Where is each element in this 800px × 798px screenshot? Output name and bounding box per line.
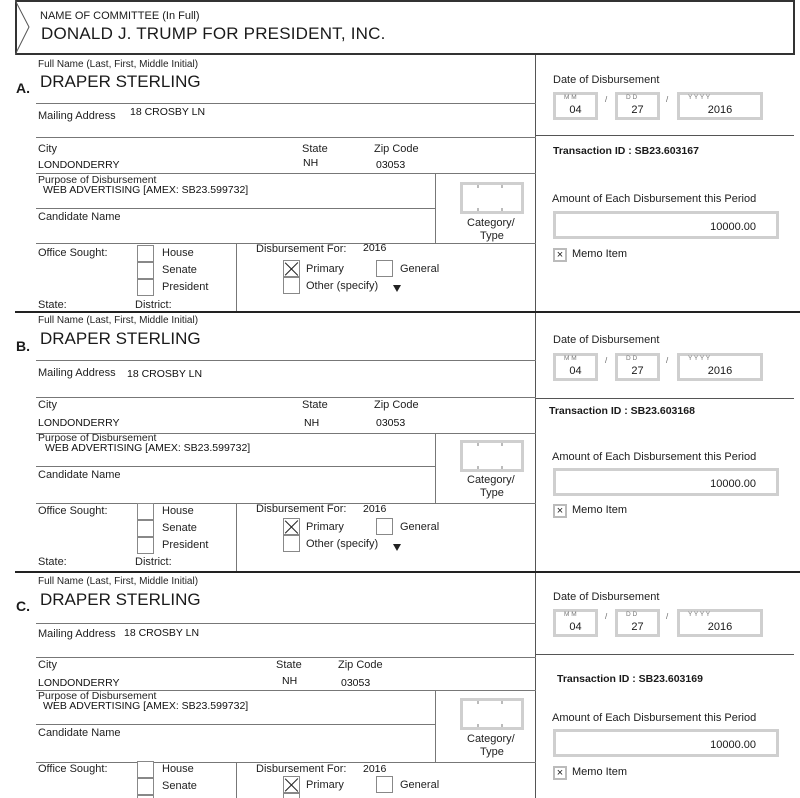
amount-field[interactable] (553, 468, 779, 496)
amount-value: 10000.00 (710, 221, 756, 233)
president-checkbox[interactable] (137, 279, 154, 296)
primary-checkbox[interactable] (283, 260, 300, 277)
full-name-label: Full Name (Last, First, Middle Initial) (38, 315, 199, 326)
state-footer-label: State: (38, 299, 67, 311)
house-label: House (162, 763, 194, 775)
date-label: Date of Disbursement (553, 591, 660, 603)
primary-label: Primary (306, 779, 344, 791)
full-name-label: Full Name (Last, First, Middle Initial) (38, 59, 199, 70)
house-checkbox[interactable] (137, 503, 154, 520)
senate-checkbox[interactable] (137, 262, 154, 279)
date-day-box[interactable]: D D 27 (615, 353, 660, 381)
state-footer-label: State: (38, 556, 67, 568)
committee-label: NAME OF COMMITTEE (In Full) (40, 10, 200, 22)
chevron-right-icon (15, 0, 31, 55)
full-name-label: Full Name (Last, First, Middle Initial) (38, 576, 199, 587)
primary-checkbox[interactable] (283, 518, 300, 535)
district-label: District: (135, 556, 172, 568)
triangle-down-icon (393, 544, 401, 551)
other-label: Other (specify) (306, 538, 379, 550)
divider (36, 623, 536, 624)
full-name-value[interactable]: DRAPER STERLING (40, 72, 201, 91)
president-checkbox[interactable] (137, 537, 154, 554)
category-type-box[interactable] (460, 440, 524, 472)
amount-label: Amount of Each Disbursement this Period (552, 712, 757, 724)
category-type-label-2: Type (480, 230, 504, 242)
mailing-address-value[interactable]: 18 CROSBY LN (127, 368, 203, 380)
category-type-label-2: Type (480, 487, 504, 499)
committee-name[interactable]: DONALD J. TRUMP FOR PRESIDENT, INC. (41, 24, 386, 43)
entry-letter: B. (16, 338, 30, 354)
memo-item-checkbox[interactable]: × (553, 504, 567, 518)
purpose-value[interactable]: WEB ADVERTISING [AMEX: SB23.599732] (43, 700, 249, 712)
amount-value: 10000.00 (710, 739, 756, 751)
date-day-box[interactable]: D D 27 (615, 92, 660, 120)
city-label: City (38, 399, 57, 411)
mailing-address-label: Mailing Address (38, 628, 116, 640)
president-label: President (162, 539, 209, 551)
general-label: General (400, 263, 440, 275)
column-divider (535, 55, 536, 313)
date-year-value: 2016 (707, 621, 733, 633)
date-month-box[interactable]: M M 04 (553, 92, 598, 120)
office-sought-label: Office Sought: (38, 247, 108, 259)
general-label: General (400, 779, 440, 791)
general-checkbox[interactable] (376, 260, 393, 277)
entry-letter: C. (16, 598, 30, 614)
category-type-box[interactable] (460, 182, 524, 214)
divider (236, 762, 237, 798)
city-label: City (38, 659, 57, 671)
divider (36, 360, 536, 361)
state-label: State (302, 399, 328, 411)
disbursement-entry-c: Full Name (Last, First, Middle Initial) C. DRAPER STERLING Mailing Address 18 CROSBY LN City State Zip Code LONDONDERRY NH 03053 Purpose of Disbursement WEB ADVERTISING [AMEX: SB23.599732] Candidate Name Category/ Type Office Sought: House Senate Disbursement For: 2016 Primary General Date of Disbursement M M 04 / D D 27 / Y Y Y Y 2016 Transaction ID : SB23.603169 Amount of Each Disbursement this Period 10000.00 × Memo Item (0, 573, 800, 798)
date-year-box[interactable]: Y Y Y Y 2016 (677, 609, 763, 637)
divider (36, 208, 436, 209)
transaction-id: Transaction ID : SB23.603168 (549, 405, 695, 417)
president-label: President (162, 281, 209, 293)
column-divider (535, 313, 536, 573)
divider (536, 654, 794, 655)
mailing-address-label: Mailing Address (38, 110, 116, 122)
disbursement-for-label: Disbursement For: (256, 763, 347, 775)
date-month-value: 04 (569, 621, 582, 633)
committee-header (15, 0, 795, 55)
date-day-value: 27 (631, 621, 644, 633)
candidate-name-label: Candidate Name (38, 727, 121, 739)
memo-item-checkbox[interactable]: × (553, 248, 567, 262)
divider (236, 503, 237, 573)
zip-value[interactable]: 03053 (341, 677, 371, 689)
date-year-box[interactable]: Y Y Y Y 2016 (677, 353, 763, 381)
column-divider (535, 573, 536, 798)
mailing-address-value[interactable]: 18 CROSBY LN (130, 106, 206, 118)
district-label: District: (135, 299, 172, 311)
city-label: City (38, 143, 57, 155)
date-label: Date of Disbursement (553, 334, 660, 346)
date-month-value: 04 (569, 104, 582, 116)
divider (36, 657, 536, 658)
divider (536, 135, 794, 136)
divider (36, 724, 436, 725)
disbursement-for-year[interactable]: 2016 (363, 503, 387, 515)
house-checkbox[interactable] (137, 245, 154, 262)
date-day-value: 27 (631, 365, 644, 377)
primary-label: Primary (306, 521, 344, 533)
senate-checkbox[interactable] (137, 778, 154, 795)
purpose-value[interactable]: WEB ADVERTISING [AMEX: SB23.599732] (45, 442, 251, 454)
entry-letter: A. (16, 80, 30, 96)
state-value[interactable]: NH (304, 417, 320, 429)
disbursement-for-year[interactable]: 2016 (363, 763, 387, 775)
purpose-value[interactable]: WEB ADVERTISING [AMEX: SB23.599732] (43, 184, 249, 196)
memo-item-label: Memo Item (572, 766, 628, 778)
other-checkbox[interactable] (283, 277, 300, 294)
divider (435, 173, 436, 243)
full-name-value[interactable]: DRAPER STERLING (40, 590, 201, 609)
amount-field[interactable] (553, 211, 779, 239)
date-year-value: 2016 (707, 104, 733, 116)
date-month-box[interactable]: M M 04 (553, 353, 598, 381)
disbursement-for-year[interactable]: 2016 (363, 242, 387, 254)
city-value[interactable]: LONDONDERRY (38, 677, 120, 689)
primary-label: Primary (306, 263, 344, 275)
memo-item-label: Memo Item (572, 504, 628, 516)
divider (36, 466, 436, 467)
purpose-label: Purpose of Disbursement (38, 432, 157, 444)
zip-value[interactable]: 03053 (376, 159, 406, 171)
city-value[interactable]: LONDONDERRY (38, 159, 120, 171)
full-name-value[interactable]: DRAPER STERLING (40, 329, 201, 348)
disbursement-for-label: Disbursement For: (256, 503, 347, 515)
date-month-box[interactable]: M M 04 (553, 609, 598, 637)
memo-item-label: Memo Item (572, 248, 628, 260)
house-checkbox[interactable] (137, 761, 154, 778)
divider (435, 433, 436, 503)
amount-value: 10000.00 (710, 478, 756, 490)
mailing-address-value[interactable]: 18 CROSBY LN (124, 627, 200, 639)
zip-label: Zip Code (338, 659, 383, 671)
other-label: Other (specify) (306, 280, 379, 292)
divider (36, 103, 536, 104)
divider (36, 397, 536, 398)
category-type-label-1: Category/ (467, 733, 515, 745)
triangle-down-icon (393, 285, 401, 292)
office-sought-label: Office Sought: (38, 505, 108, 517)
senate-checkbox[interactable] (137, 520, 154, 537)
amount-label: Amount of Each Disbursement this Period (552, 451, 757, 463)
other-checkbox[interactable] (283, 793, 300, 798)
zip-value[interactable]: 03053 (376, 417, 406, 429)
zip-label: Zip Code (374, 399, 419, 411)
candidate-name-label: Candidate Name (38, 469, 121, 481)
category-type-label-2: Type (480, 746, 504, 758)
category-type-box[interactable] (460, 698, 524, 730)
disbursement-entry-b: Full Name (Last, First, Middle Initial) B. DRAPER STERLING Mailing Address 18 CROSBY LN City State Zip Code LONDONDERRY NH 03053 Purpose of Disbursement WEB ADVERTISING [AMEX: SB23.599732] Candidate Name Category/ Type Office Sought: House Senate President State: District: Disbursement For: 2016 Primary General Other (specify) Date of Disbursement M M 04 / D D 27 / Y Y Y Y 2016 Transaction ID : SB23.603168 Amount of Each Disbursement this Period 10000.00 × Memo Item (0, 313, 800, 573)
date-label: Date of Disbursement (553, 74, 660, 86)
mailing-address-label: Mailing Address (38, 367, 116, 379)
senate-label: Senate (162, 780, 197, 792)
state-value[interactable]: NH (282, 675, 298, 687)
house-label: House (162, 247, 194, 259)
state-label: State (276, 659, 302, 671)
transaction-id: Transaction ID : SB23.603167 (553, 145, 699, 157)
purpose-label: Purpose of Disbursement (38, 690, 157, 702)
date-month-value: 04 (569, 365, 582, 377)
general-checkbox[interactable] (376, 518, 393, 535)
date-day-box[interactable]: D D 27 (615, 609, 660, 637)
amount-field[interactable] (553, 729, 779, 757)
purpose-label: Purpose of Disbursement (38, 174, 157, 186)
senate-label: Senate (162, 264, 197, 276)
disbursement-for-label: Disbursement For: (256, 243, 347, 255)
state-label: State (302, 143, 328, 155)
amount-label: Amount of Each Disbursement this Period (552, 193, 757, 205)
state-value[interactable]: NH (303, 157, 319, 169)
divider (36, 137, 536, 138)
date-year-box[interactable]: Y Y Y Y 2016 (677, 92, 763, 120)
general-label: General (400, 521, 440, 533)
primary-checkbox[interactable] (283, 776, 300, 793)
senate-label: Senate (162, 522, 197, 534)
candidate-name-label: Candidate Name (38, 211, 121, 223)
other-checkbox[interactable] (283, 535, 300, 552)
category-type-label-1: Category/ (467, 474, 515, 486)
general-checkbox[interactable] (376, 776, 393, 793)
disbursement-entry-a: Full Name (Last, First, Middle Initial) A. DRAPER STERLING Mailing Address 18 CROSBY LN City State Zip Code LONDONDERRY NH 03053 Purpose of Disbursement WEB ADVERTISING [AMEX: SB23.599732] Candidate Name Category/ Type Office Sought: House Senate President State: District: Disbursement For: 2016 Primary General Other (specify) Date of Disbursement M M 04 / D D 27 / Y Y Y Y 2016 Transaction ID : SB23.603167 Amount of Each Disbursement this Period 10000.00 × Memo Item (0, 55, 800, 313)
transaction-id: Transaction ID : SB23.603169 (557, 673, 703, 685)
date-day-value: 27 (631, 104, 644, 116)
category-type-label-1: Category/ (467, 217, 515, 229)
city-value[interactable]: LONDONDERRY (38, 417, 120, 429)
divider (435, 690, 436, 762)
zip-label: Zip Code (374, 143, 419, 155)
office-sought-label: Office Sought: (38, 763, 108, 775)
memo-item-checkbox[interactable]: × (553, 766, 567, 780)
divider (536, 398, 794, 399)
divider (236, 243, 237, 313)
date-year-value: 2016 (707, 365, 733, 377)
house-label: House (162, 505, 194, 517)
